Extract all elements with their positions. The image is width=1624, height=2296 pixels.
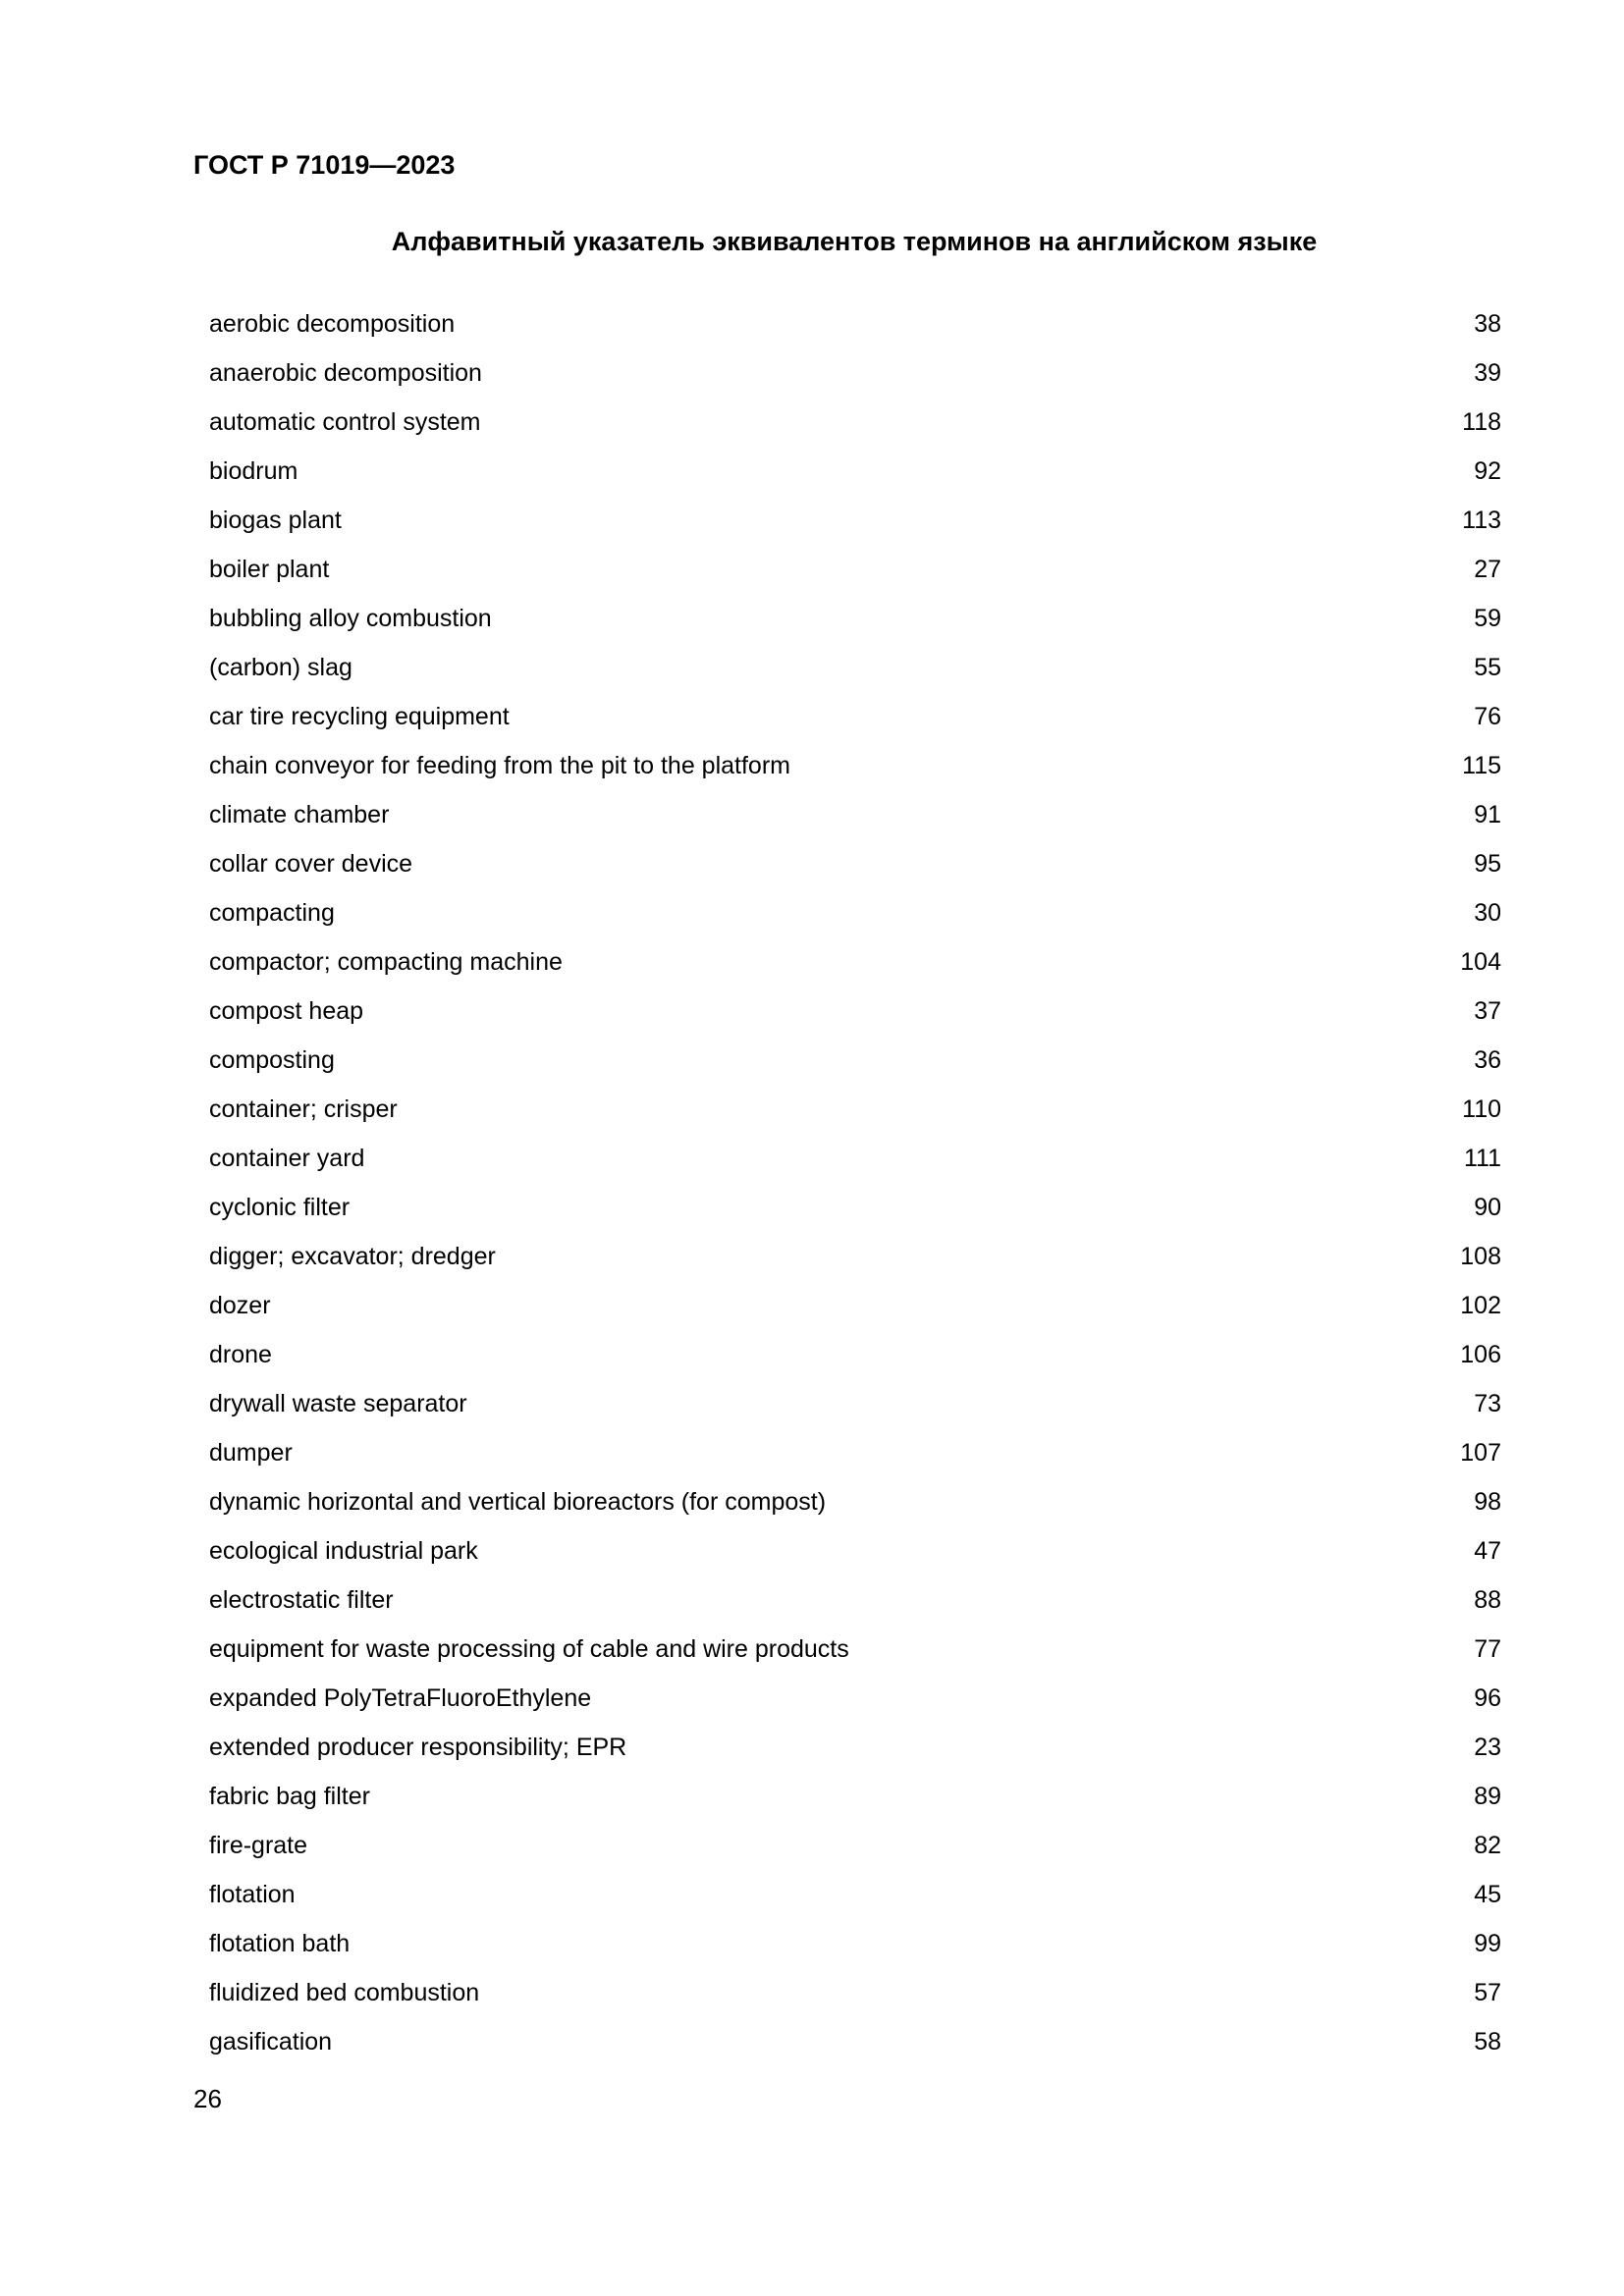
index-entry-ref: 98	[1474, 1488, 1501, 1516]
index-entry	[209, 594, 1501, 643]
index-entry-term: biogas plant	[209, 507, 342, 534]
index-entry-term: drone	[209, 1341, 272, 1368]
index-entry-term: fire-grate	[209, 1832, 308, 1859]
index-entry	[209, 1379, 1501, 1428]
index-entry	[209, 1870, 1501, 1919]
index-entry-ref: 23	[1474, 1734, 1501, 1761]
index-entry-term: aerobic decomposition	[209, 310, 456, 338]
index-entry-term: flotation	[209, 1881, 296, 1908]
index-entry-term: container; crisper	[209, 1095, 398, 1123]
index-entry	[209, 496, 1501, 545]
index-entry	[209, 1919, 1501, 1968]
index-entry-ref: 59	[1474, 605, 1501, 632]
index-entry-ref: 88	[1474, 1586, 1501, 1614]
index-entry	[209, 839, 1501, 888]
index-entry-term: collar cover device	[209, 850, 413, 878]
index-entry-term: expanded PolyTetraFluoroEthylene	[209, 1684, 592, 1712]
index-entry	[209, 1428, 1501, 1477]
index-entry-ref: 118	[1462, 408, 1501, 436]
index-entry-ref: 115	[1462, 752, 1501, 779]
index-entry	[209, 1625, 1501, 1674]
index-entry-term: container yard	[209, 1145, 365, 1172]
index-entry-ref: 27	[1474, 556, 1501, 583]
index-entry-term: digger; excavator; dredger	[209, 1243, 496, 1270]
index-entry-ref: 111	[1463, 1145, 1501, 1172]
index-entry-ref: 104	[1460, 948, 1501, 976]
index-entry-term: ecological industrial park	[209, 1537, 478, 1565]
index-entry-term: fluidized bed combustion	[209, 1979, 480, 2006]
index-entry	[209, 1674, 1501, 1723]
index-entry-term: anaerobic decomposition	[209, 359, 482, 387]
page-number: 26	[193, 2084, 222, 2113]
index-entry-term: boiler plant	[209, 556, 330, 583]
index-entry-term: car tire recycling equipment	[209, 703, 510, 730]
index-entry-term: compactor; compacting machine	[209, 948, 563, 976]
index-entry	[209, 1968, 1501, 2017]
index-entry	[209, 1232, 1501, 1281]
index-entry	[209, 1723, 1501, 1772]
index-entry-term: dynamic horizontal and vertical bioreactors (for compost)	[209, 1488, 827, 1516]
index-entry-ref: 58	[1474, 2028, 1501, 2056]
index-entry-ref: 108	[1460, 1243, 1501, 1270]
index-title: Алфавитный указатель эквивалентов терминов на английском языке	[391, 227, 1318, 256]
index-entry-ref: 91	[1474, 801, 1501, 828]
index-entry	[209, 2017, 1501, 2066]
index-entry	[209, 1134, 1501, 1183]
index-entry-ref: 107	[1460, 1439, 1501, 1467]
index-entry-term: fabric bag filter	[209, 1783, 370, 1810]
index-entry-ref: 99	[1474, 1930, 1501, 1957]
index-entry-ref: 37	[1474, 997, 1501, 1025]
index-entry-term: compacting	[209, 899, 335, 927]
index-entry-ref: 45	[1474, 1881, 1501, 1908]
index-entry	[209, 1183, 1501, 1232]
index-entry	[209, 790, 1501, 839]
index-entry	[209, 1281, 1501, 1330]
document-code: ГОСТ Р 71019—2023	[193, 150, 456, 180]
index-entry-term: compost heap	[209, 997, 364, 1025]
index-entry-term: equipment for waste processing of cable and wire products	[209, 1635, 849, 1663]
index-entry-ref: 92	[1474, 457, 1501, 485]
index-entry-term: extended producer responsibility; EPR	[209, 1734, 627, 1761]
index-entry	[209, 987, 1501, 1036]
index-entry	[209, 741, 1501, 790]
index-entry-ref: 89	[1474, 1783, 1501, 1810]
index-entry	[209, 348, 1501, 398]
index-entry-ref: 96	[1474, 1684, 1501, 1712]
index-entry-ref: 73	[1474, 1390, 1501, 1417]
index-entry	[209, 1477, 1501, 1526]
index-entry-ref: 39	[1474, 359, 1501, 387]
index-entry	[209, 398, 1501, 447]
index-entry-ref: 38	[1474, 310, 1501, 338]
index-entry	[209, 1330, 1501, 1379]
index-entry-term: dumper	[209, 1439, 293, 1467]
index-entry-ref: 76	[1474, 703, 1501, 730]
index-entry	[209, 1036, 1501, 1085]
index-entry-term: biodrum	[209, 457, 298, 485]
index-entry-ref: 30	[1474, 899, 1501, 927]
index-entry-term: dozer	[209, 1292, 271, 1319]
index-entry-term: cyclonic filter	[209, 1194, 351, 1221]
index-entry	[209, 1085, 1501, 1134]
index-entry-ref: 77	[1474, 1635, 1501, 1663]
index-entry	[209, 643, 1501, 692]
index-entry-ref: 113	[1462, 507, 1501, 534]
index-entry-ref: 102	[1460, 1292, 1501, 1319]
index-entry-ref: 55	[1474, 654, 1501, 681]
index-list	[209, 299, 1501, 2066]
index-entry	[209, 1772, 1501, 1821]
index-entry	[209, 937, 1501, 987]
index-entry	[209, 888, 1501, 937]
index-entry	[209, 447, 1501, 496]
index-entry-ref: 90	[1474, 1194, 1501, 1221]
index-entry	[209, 1575, 1501, 1625]
index-entry	[209, 545, 1501, 594]
index-entry	[209, 692, 1501, 741]
index-entry-term: (carbon) slag	[209, 654, 352, 681]
index-entry-term: automatic control system	[209, 408, 481, 436]
index-entry-term: climate chamber	[209, 801, 390, 828]
index-entry-term: gasification	[209, 2028, 333, 2056]
index-entry-ref: 57	[1474, 1979, 1501, 2006]
index-entry-term: electrostatic filter	[209, 1586, 394, 1614]
index-entry-term: bubbling alloy combustion	[209, 605, 492, 632]
index-entry-term: flotation bath	[209, 1930, 351, 1957]
index-entry-term: composting	[209, 1046, 335, 1074]
index-entry-ref: 110	[1462, 1095, 1501, 1123]
index-entry-ref: 95	[1474, 850, 1501, 878]
index-entry-ref: 47	[1474, 1537, 1501, 1565]
index-entry	[209, 1526, 1501, 1575]
index-entry-term: drywall waste separator	[209, 1390, 467, 1417]
index-entry-ref: 106	[1460, 1341, 1501, 1368]
index-entry	[209, 299, 1501, 348]
index-entry-ref: 82	[1474, 1832, 1501, 1859]
index-entry-term: chain conveyor for feeding from the pit to the platform	[209, 752, 790, 779]
index-entry	[209, 1821, 1501, 1870]
index-entry-ref: 36	[1474, 1046, 1501, 1074]
